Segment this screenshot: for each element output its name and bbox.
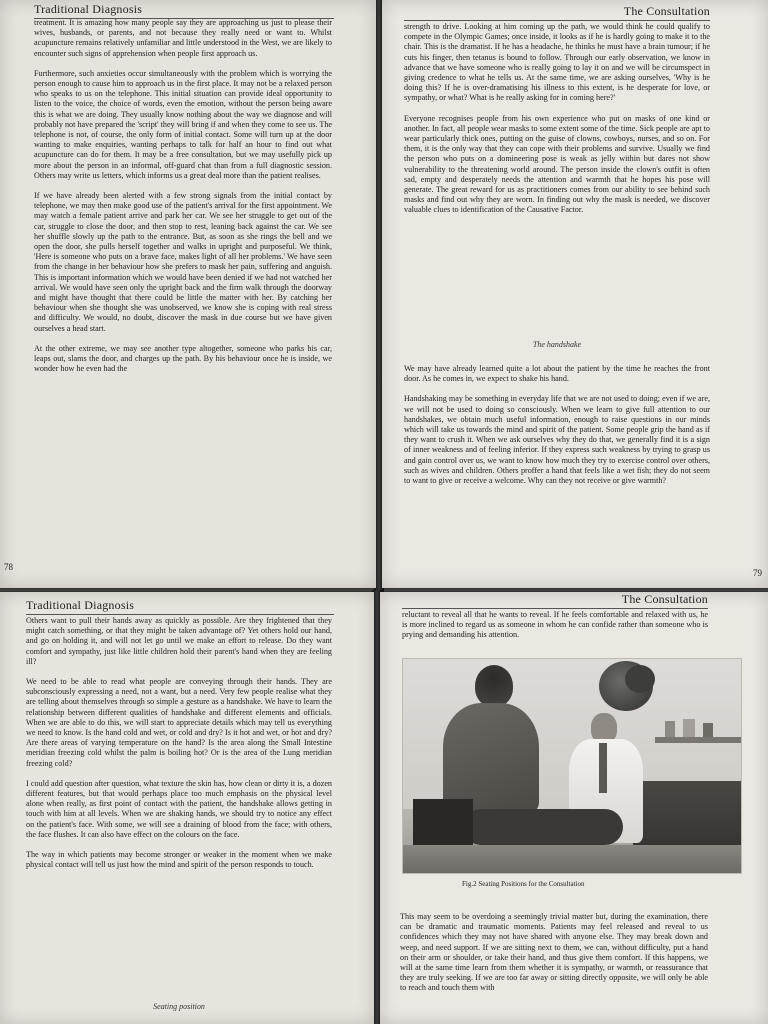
running-head-right: The Consultation (404, 4, 710, 21)
paragraph: We may have already learned quite a lot about the patient by the time he reaches the front door. As he comes in, we expect to shake his hand. (404, 364, 710, 384)
photo-floor (403, 845, 742, 874)
photo-patient-legs (463, 809, 623, 845)
running-head-left: Traditional Diagnosis (26, 598, 334, 615)
photo-jar (683, 719, 695, 737)
page-79-body-upper (404, 22, 710, 216)
page-81 (380, 592, 768, 1024)
page-number: 79 (753, 568, 762, 578)
page-79 (382, 0, 768, 588)
page-78-body (34, 18, 332, 375)
photo-patient-shirt (443, 703, 539, 813)
paragraph: Others want to pull their hands away as quickly as possible. Are they frightened that they might catch something, or that they might be taken advantage of? Yet others hold our hand, and go on holding it, and will not let go until we make an effort to release. Do they want comfort and sympathy, just like little children hold their parent's hand when they are feeling ill? (26, 616, 332, 666)
page-81-body-lower (400, 912, 708, 994)
paragraph: I could add question after question, what texture the skin has, how clean or dirty it is, a dozen different features, but that would perhaps place too much emphasis on the physical level alone when really, as first point of contact with the patient, the handshake allows getting in touch with him at all levels. When we are shaking hands, we should try to notice any effect on the patient's face. With some, we will see a draining of blood from the face; with others, the face flushes. It can also have effect on the colours on the face. (26, 778, 332, 839)
consultation-photograph (402, 658, 742, 874)
paragraph: This may seem to be overdoing a seemingly trivial matter but, during the examination, there can be dramatic and traumatic moments. Patients may feel released and reveal to us confidences which they may not have shared with anyone else. They may break down and weep, and need support. If we are sitting next to them, we can, without difficulty, put a hand on their arm or shoulder, or take their hand, and thus give them comfort. If this happens, we will at the same time learn from them whether it is sympathy, or warmth, or reassurance that they are truly seeking. If we are too far away or sitting directly opposite, we will only be able to reach and touch them with (400, 912, 708, 993)
running-head-left: Traditional Diagnosis (34, 2, 334, 19)
page-78 (0, 0, 376, 588)
paragraph: treatment. It is amazing how many people say they are approaching us just to please their wives, husbands, or parents, and not because they really need or want to. Whilst acupuncture remains relatively unfamiliar and little understood in the West, we are likely to encounter such signs of apprehension when people first approach us. (34, 18, 332, 58)
photo-jar (703, 723, 713, 737)
page-number: 78 (4, 562, 13, 572)
photo-shelf (655, 737, 742, 743)
paragraph: We need to be able to read what people are conveying through their hands. They are subconsciously expressing a need, not a want, but a need. Very few people realise what they are telling about themselves through so simple a gesture as a handshake. We have to learn the relationship between different qualities of handshake and different elements and officials. When we are able to do this, we will start to appreciate details which may tell us everything we need to know. Is the hand cold and wet, or cold and dry? Is it hot and wet, or hot and dry? Are there areas of varying temperature on the hand? Is the area along the Small Intestine meridian freezing cold whilst the palm is boiling hot? Or is the area of the Lung meridian freezing cold? (26, 677, 332, 768)
paragraph: If we have already been alerted with a few strong signals from the initial contact by telephone, we may then make good use of the patient's arrival for the first appointment. We may watch a female patient arrive and park her car. We see her struggle to get out of the car, struggle to close the door, and then stop to rest, leaning back against the car. We see her shuffle slowly up the path to the entrance. But, as soon as she rings the bell and we open the door, she pulls herself together and walks in upright and purposeful. We think, 'Here is someone who puts on a brave face, makes light of all her problems.' We have seen from the change in her behaviour how she prefers to mask her pain, suffering and anguish. This is important information which we would have been denied if we had not watched her arrival. We would have seen only the upright back and the firm walk through the doorway and might have thought that there could be little the matter with her. By catching her behaviour when she thought she was unobserved, we know she is coping with real stress and difficulty. We would, no doubt, discover the mask in due course but we have given ourselves a head start. (34, 191, 332, 333)
page-79-body-lower (404, 364, 710, 486)
photo-patient-head (475, 665, 513, 707)
photo-jar (665, 721, 675, 737)
paragraph: strength to drive. Looking at him coming up the path, we would think he could qualify to compete in the Olympic Games; once inside, it looks as if he is hardly going to make it to the chair. This is the dramatist. If he has a headache, he thinks he must have a brain tumour; if he cuts his finger, then tetanus is bound to follow. Through our early observation, we know in advance that we have someone who is really going to lay it on and we will be circumspect in giving credence to what he tells us. At the same time, we are asking ourselves, 'Why is he doing this? If he is over-dramatising his illness to this extent, is he desperate for love, or sympathy, or what? What is he really asking for in coming here?' (404, 22, 710, 103)
photo-doctor-tie (599, 743, 607, 793)
section-heading-seating: Seating position (153, 1002, 205, 1011)
paragraph: Furthermore, such anxieties occur simultaneously with the problem which is worrying the person enough to cause him to approach us in the first place. It may not be a relaxed person who speaks to us on the telephone. This initial situation can provide ideal opportunity to listen to the voice, the choice of words, even the emotion, without the person being aware this is what we are doing. They usually know nothing about the way we diagnose and will probably not have prepared the 'script' they will bring if and when they come to see us. The telephone is not, of course, the only form of initial contact. Some will turn up at the door wanting to make enquiries, wanting perhaps to talk for half an hour to find out what acupuncture can do for them. It may be a free consultation, but we may usefully pick up more about the person in an informal, off-guard chat than from a full diagnostic session. Others may write us letters, which informs us a great deal more than the patient realises. (34, 68, 332, 180)
page-80 (0, 592, 374, 1024)
paragraph: The way in which patients may become stronger or weaker in the moment when we make physical contact will tell us just how the mind and spirit of the person responds to touch. (26, 850, 332, 870)
figure-caption: Fig.2 Seating Positions for the Consultation (462, 880, 585, 888)
paragraph: Everyone recognises people from his own experience who put on masks of one kind or another. In fact, all people wear masks to some extent some of the time. Sick people are apt to wear particularly thick ones, putting on the guise of clowns, cowboys, nurses, and so on. For them, it is the only way that they can cope with their problems and survive. Usually we find the person who puts on a domineering pose is weak as jelly within but dares not show vulnerability to the threatening world around. The person inside the clown's outfit is often sad, empty and desperately needs the attention and warmth that he hopes his pose will generate. The great reward for us as practitioners comes from our ability to see behind such masks and find out why they are worn. In finding out why the mask is needed, we discover valuable clues to identification of the Causative Factor. (404, 113, 710, 215)
section-heading-handshake: The handshake (532, 340, 582, 349)
paragraph: At the other extreme, we may see another type altogether, someone who parks his car, leaps out, slams the door, and charges up the path. By his behaviour once he is inside, we wonder how he even had the (34, 343, 332, 374)
running-head-right: The Consultation (402, 592, 708, 609)
paragraph: Handshaking may be something in everyday life that we are not used to doing; even if we are, we will not be used to doing so consciously. When we learn to give full attention to our handshakes, we obtain much useful information, enough to raise questions in our minds which will take us towards the mind and spirit of the patient. Some people grip the hand as if they want to crush it. When we ask ourselves why they do that, we generally find it is a sign of inner weakness and of feeling inferior. If they express such weakness by trying to grasp us and gain control over us, we want to know how much they try to exercise control over others, such as wives and children. Others proffer a hand that feels like a wet fish; they do not seem to want to give or receive a welcome. Why can they not receive or give warmth? (404, 394, 710, 486)
paragraph: reluctant to reveal all that he wants to reveal. If he feels comfortable and relaxed with us, he is more inclined to regard us as someone in whom he can confide rather than someone who is prying and demanding his attention. (402, 610, 708, 640)
photo-plant-leaves (625, 665, 655, 693)
page-80-body (26, 616, 332, 870)
page-81-body-upper (402, 610, 708, 641)
